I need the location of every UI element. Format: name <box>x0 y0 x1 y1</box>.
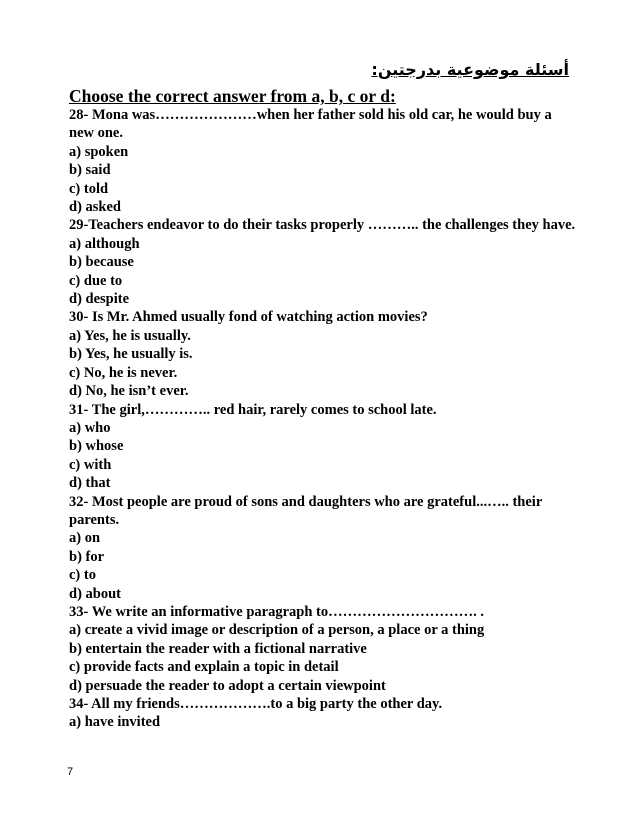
answer-option: b) entertain the reader with a fictional narrative <box>69 640 367 657</box>
answer-option: a) spoken <box>69 143 129 160</box>
question-text: 31- The girl,………….. red hair, rarely comes to school late. <box>69 401 437 418</box>
answer-option: d) No, he isn’t ever. <box>69 383 189 400</box>
question-block <box>69 493 579 603</box>
question-block <box>69 216 579 308</box>
question-block <box>69 695 579 732</box>
question-block <box>69 308 579 400</box>
answer-option: d) persuade the reader to adopt a certain viewpoint <box>69 677 386 694</box>
answer-option: a) create a vivid image or description of a person, a place or a thing <box>69 622 485 639</box>
question-text: 34- All my friends……………….to a big party the other day. <box>69 696 443 712</box>
question-text: 28- Mona was…………………when her father sold his old car, he would buy a new one. <box>69 107 552 142</box>
question-block <box>69 603 579 695</box>
question-text: 32- Most people are proud of sons and daughters who are grateful...….. their parents. <box>69 493 543 528</box>
answer-option: a) have invited <box>69 714 161 731</box>
answer-option: a) who <box>69 419 111 436</box>
answer-option: d) asked <box>69 199 121 216</box>
answer-option: a) although <box>69 235 140 252</box>
answer-option: d) despite <box>69 291 130 308</box>
answer-option: d) about <box>69 585 121 602</box>
answer-option: d) that <box>69 475 111 492</box>
question-text: 30- Is Mr. Ahmed usually fond of watching action movies? <box>69 309 428 326</box>
answer-option: c) told <box>69 180 109 197</box>
answer-option: b) whose <box>69 438 124 455</box>
question-text: 29-Teachers endeavor to do their tasks properly ……….. the challenges they have. <box>69 217 576 234</box>
answer-option: b) Yes, he usually is. <box>69 346 193 363</box>
answer-option: b) because <box>69 254 134 271</box>
question-text: 33- We write an informative paragraph to…………………………. . <box>69 603 484 620</box>
instruction-heading: Choose the correct answer from a, b, c or d: <box>69 86 396 106</box>
answer-option: a) Yes, he is usually. <box>69 327 191 344</box>
answer-option: c) No, he is never. <box>69 364 178 381</box>
question-block <box>69 401 579 493</box>
answer-option: b) for <box>69 548 105 565</box>
page-number: 7 <box>67 766 74 778</box>
answer-option: b) said <box>69 162 111 179</box>
answer-option: c) to <box>69 567 96 584</box>
arabic-section-heading: أسئلة موضوعية بدرجتين: <box>371 60 569 79</box>
answer-option: c) due to <box>69 272 123 289</box>
question-block <box>69 106 579 216</box>
question-list <box>69 106 579 732</box>
answer-option: c) provide facts and explain a topic in detail <box>69 659 339 676</box>
answer-option: c) with <box>69 456 112 473</box>
answer-option: a) on <box>69 530 101 547</box>
